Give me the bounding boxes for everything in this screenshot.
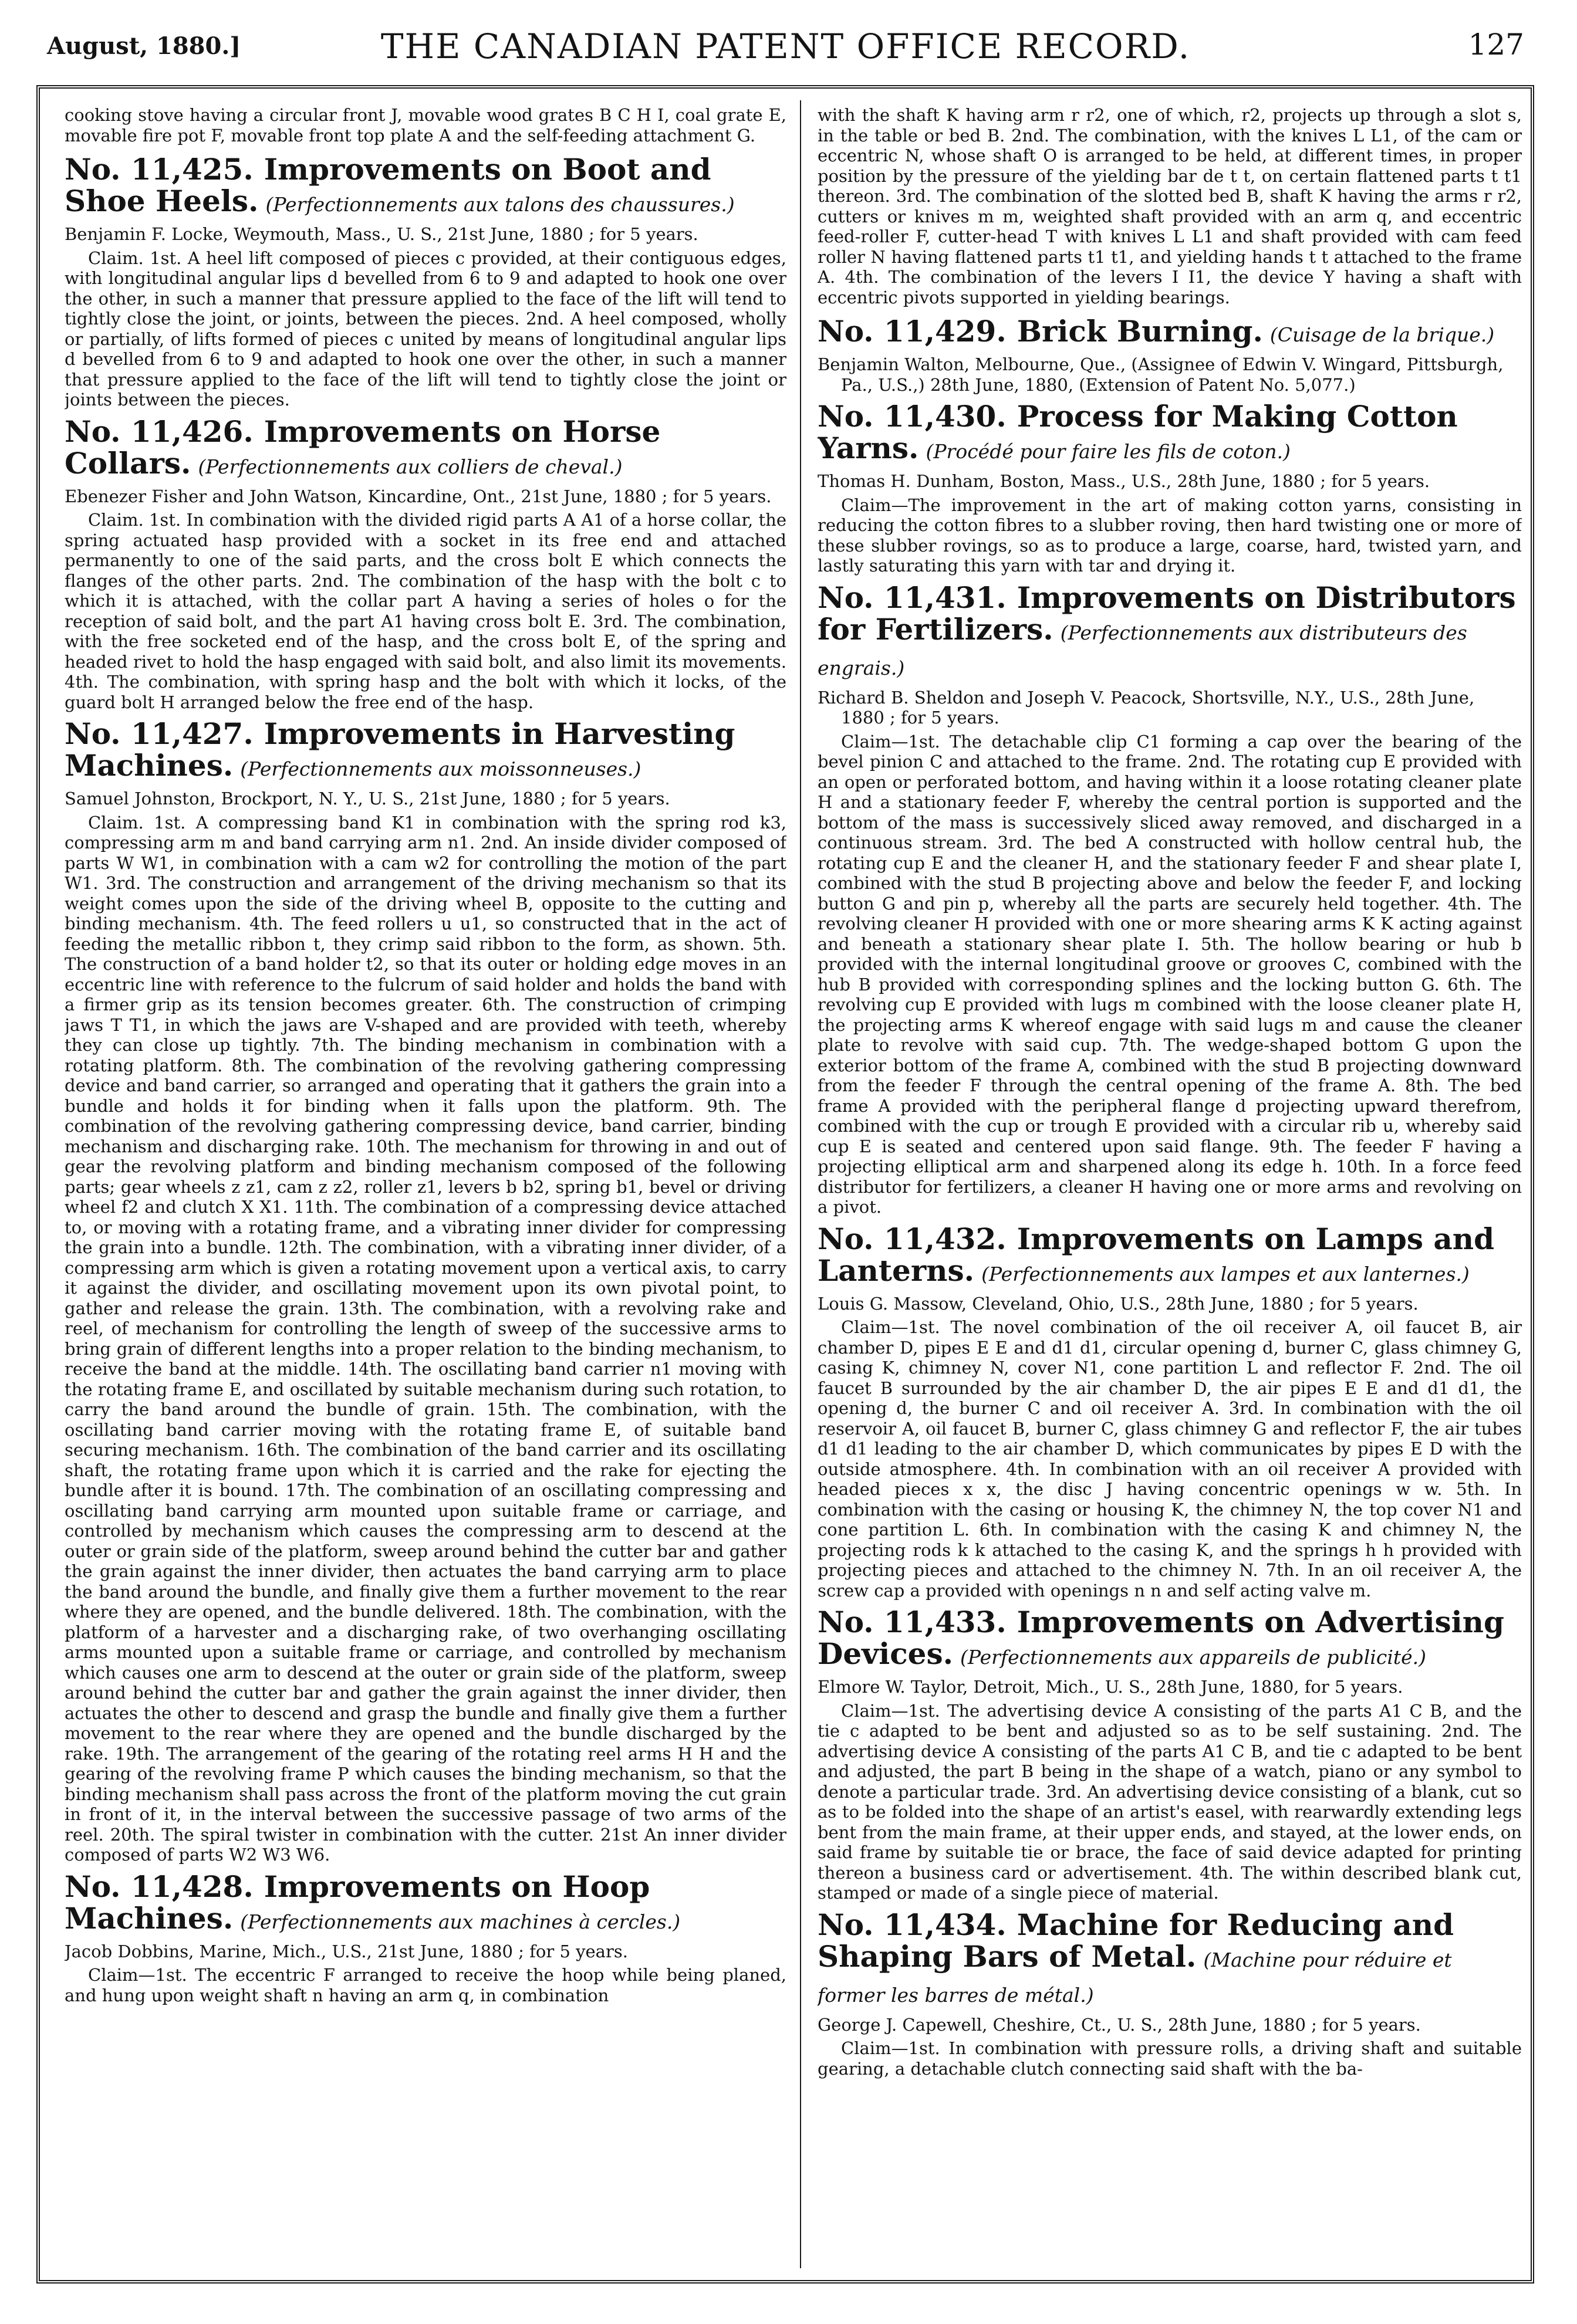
patent-heading [818,401,1522,468]
patent-applicant: Louis G. Massow, Cleveland, Ohio, U.S., 28th June, 1880 ; for 5 years. [818,1293,1419,1314]
patent-heading [65,154,786,221]
patent-entry [818,582,1522,1217]
patent-entry [818,1606,1522,1903]
patent-title: Improvements on Distributors for Fertilizers. [818,580,1516,647]
patent-heading [818,1223,1522,1290]
left-column [65,105,786,2268]
column-divider [800,100,801,2268]
patent-claims: Claim—1st. The eccentric F arranged to receive the hoop while being planed, and hung upon weight shaft n having an arm q, in combination [65,1965,786,2005]
patent-claims: Claim—The improvement in the art of making cotton yarns, consisting in reducing the cotton fibres to a slubber roving, then hard twisting one or more of these slubber rovings, so as to produce a large, coarse, hard, twisted yarn, and lastly saturating this yarn with tar and drying it. [818,495,1522,576]
patent-number: No. 11,425. [65,152,254,187]
patent-number: No. 11,427. [65,716,254,751]
page-frame [36,85,1534,2284]
patent-applicant: Samuel Johnston, Brockport, N. Y., U. S., 21st June, 1880 ; for 5 years. [65,789,670,809]
patent-french-title: (Perfectionnements aux distributeurs des engrais.) [818,621,1467,679]
patent-entry [65,416,786,713]
patent-number: No. 11,426. [65,414,254,449]
issue-date: August, 1880.] [47,32,241,60]
patent-title: Improvements on Lamps and Lanterns. [818,1221,1495,1288]
patent-number: No. 11,429. [818,314,1007,349]
patent-french-title: (Perfectionnements aux appareils de publicité.) [960,1646,1427,1669]
patent-title: Improvements on Advertising Devices. [818,1605,1504,1671]
patent-entry [65,718,786,1865]
patent-title: Improvements on Horse Collars. [65,414,661,481]
patent-applicant: Jacob Dobbins, Marine, Mich., U.S., 21st June, 1880 ; for 5 years. [65,1941,628,1961]
page-number: 127 [1468,28,1524,62]
continued-fragment: cooking stove having a circular front J, movable wood grates B C H I, coal grate E, movable fire pot F, movable front top plate A and the self-feeding attachment G. [65,105,786,146]
patent-title: Machine for Reducing and Shaping Bars of Metal. [818,1907,1454,1974]
patent-claims: Claim—1st. The novel combination of the oil receiver A, oil faucet B, air chamber D, pipes E E and d1 d1, circular opening d, burner C, glass chimney G, casing K, chimney N, cover N1, cone partition L and reflector F. 2nd. The oil faucet B surrounded by the air chamber D, the air pipes E E and d1 d1, the opening d, the burner C and oil receiver A. 3rd. In combination with the oil reservoir A, oil faucet B, burner C, glass chimney G and reflector F, the air tubes d1 d1 leading to the air chamber D, which communicates by pipes E D with the outside atmosphere. 4th. In combination with an oil receiver A provided with headed pieces x x, the disc J having concentric openings w w. 5th. In combination with the casing or housing K, the chimney N, the top cover N1 and cone partition L. 6th. In combination with the casing K and chimney N, the projecting rods k k attached to the casing K, and the springs h h provided with projecting pieces and attached to the chimney N. 7th. In an oil receiver A, the screw cap a provided with openings n n and self acting valve m. [818,1317,1522,1601]
patent-title: Process for Making Cotton Yarns. [818,399,1458,465]
patent-french-title: (Perfectionnements aux talons des chaussures.) [265,193,735,216]
patent-applicant: Thomas H. Dunham, Boston, Mass., U.S., 28th June, 1880 ; for 5 years. [818,471,1430,491]
patent-french-title: (Perfectionnements aux moissonneuses.) [240,757,641,780]
continued-fragment: with the shaft K having arm r r2, one of which, r2, projects up through a slot s, in the table or bed B. 2nd. The combination, with the knives L L1, of the cam or eccentric N, whose shaft O is arranged to be held, at different times, in proper position by the pressure of the yielding bar de t t, on certain flattened parts t t1 thereon. 3rd. The combination of the slotted bed B, shaft K having the arms r r2, cutters or knives m m, weighted shaft provided with an arm q, and eccentric feed-roller F, cutter-head T with knives L L1 and shaft provided with cam feed roller N having flattened parts t1 t1, and yielding hands t t attached to the frame A. 4th. The combination of the levers I I1, the device Y having a shaft with eccentric pivots supported in yielding bearings. [818,105,1522,307]
patent-applicant: Benjamin F. Locke, Weymouth, Mass., U. S., 21st June, 1880 ; for 5 years. [65,224,698,244]
patent-number: No. 11,431. [818,580,1007,615]
patent-french-title: (Perfectionnements aux machines à cercles.) [240,1910,681,1933]
patent-heading [818,1606,1522,1673]
patent-heading [65,416,786,483]
publication-title: THE CANADIAN PATENT OFFICE RECORD. [380,26,1191,66]
patent-applicant: Ebenezer Fisher and John Watson, Kincardine, Ont., 21st June, 1880 ; for 5 years. [65,486,772,506]
patent-french-title: (Machine pour réduire et former les barres de métal.) [818,1948,1452,2007]
patent-heading [818,316,1522,351]
patent-entry [818,401,1522,576]
patent-entry [818,1223,1522,1601]
patent-applicant: Richard B. Sheldon and Joseph V. Peacock, Shortsville, N.Y., U.S., 28th June, 1880 ; for 5 years. [818,687,1475,728]
patent-entry [818,316,1522,395]
patent-number: No. 11,430. [818,399,1007,434]
patent-applicant: Benjamin Walton, Melbourne, Que., (Assignee of Edwin V. Wingard, Pittsburgh, Pa., U.S.,) 28th June, 1880, (Extension of Patent No. 5,077.) [818,354,1504,395]
patent-french-title: (Perfectionnements aux lampes et aux lanternes.) [981,1262,1470,1286]
right-column [818,105,1522,2268]
patent-title: Brick Burning. [1017,314,1263,349]
patent-french-title: (Perfectionnements aux colliers de cheval.) [198,455,623,478]
patent-french-title: (Procédé pour faire les fils de coton.) [926,440,1291,463]
patent-claims: Claim—1st. The detachable clip C1 forming a cap over the bearing of the bevel pinion C and attached to the frame. 2nd. The rotating cup E provided with an open or perforated bottom, and having within it a loose rotating cleaner plate H and a stationary feeder F, whereby the central portion is supported and the bottom of the mass is successively sliced away removed, and discharged in a continuous stream. 3rd. The bed A constructed with hollow central hub, the rotating cup E and the cleaner H, and the stationary feeder F and shear plate I, combined with the stud B projecting above and below the feeder F, and locking button G and pin p, whereby all the parts are securely held together. 4th. The revolving cleaner H provided with one or more shearing arms K K acting against and beneath a stationary shear plate I. 5th. The hollow bearing or hub b provided with the internal longitudinal groove or grooves C, combined with the hub B provided with corresponding splines and the locking button G. 6th. The revolving cup E provided with lugs m combined with the loose cleaner plate H, the projecting arms K whereof engage with said lugs m and cause the cleaner plate to revolve with said cup. 7th. The wedge-shaped bottom G upon the exterior bottom of the frame A, combined with the stud B projecting downward from the feeder F through the central opening of the frame A. 8th. The bed frame A provided with the peripheral flange d projecting upward therefrom, combined with the cup or trough E provided with a circular rib u, whereby said cup E is seated and centered upon said flange. 9th. The feeder F having a projecting elliptical arm and sharpened along its edge h. 10th. In a force feed distributor for fertilizers, a cleaner H having one or more arms and revolving on a pivot. [818,731,1522,1217]
patent-number: No. 11,432. [818,1221,1007,1256]
patent-title: Improvements in Harvesting Machines. [65,716,735,783]
patent-heading [65,1871,786,1938]
patent-heading [65,718,786,785]
patent-entry [65,154,786,410]
patent-entry [818,1909,1522,2079]
patent-applicant: Elmore W. Taylor, Detroit, Mich., U. S., 28th June, 1880, for 5 years. [818,1677,1403,1697]
patent-entry [65,1871,786,2006]
patent-title: Improvements on Hoop Machines. [65,1869,650,1936]
patent-number: No. 11,433. [818,1605,1007,1639]
patent-title: Improvements on Boot and Shoe Heels. [65,152,711,218]
patent-number: No. 11,434. [818,1907,1007,1942]
patent-applicant: George J. Capewell, Cheshire, Ct., U. S., 28th June, 1880 ; for 5 years. [818,2014,1421,2035]
patent-claims: Claim. 1st. A compressing band K1 in combination with the spring rod k3, compressing arm m and band carrying arm n1. 2nd. An inside divider composed of parts W W1, in combination with a cam w2 for controlling the motion of the part W1. 3rd. The construction and arrangement of the driving mechanism so that its weight comes upon the side of the driving wheel B, opposite to the cutting and binding mechanism. 4th. The feed rollers u u1, so constructed that in the act of feeding the metallic ribbon t, they crimp said ribbon to the form, as shown. 5th. The construction of a band holder t2, so that its outer or holding edge moves in an eccentric line with reference to the fulcrum of said holder and holds the band with a firmer grip as its tension becomes greater. 6th. The construction of crimping jaws T T1, in which the jaws are V-shaped and are provided with teeth, whereby they can close up tightly. 7th. The binding mechanism in combination with a rotating platform. 8th. The combination of the revolving gathering compressing device and band carrier, so arranged and operating that it gathers the grain into a bundle and holds it for binding when it falls upon the platform. 9th. The combination of the revolving gathering compressing device, band carrier, binding mechanism and discharging rake. 10th. The mechanism for throwing in and out of gear the revolving platform and binding mechanism composed of the following parts; gear wheels z z1, cam z z2, roller z1, levers b b2, spring b1, bevel or driving wheel f2 and clutch X X1. 11th. The combination of a compressing device attached to, or moving with a rotating frame, and a vibrating inner divider for compressing the grain into a bundle. 12th. The combination, with a vibrating inner divider, of a compressing arm which is given a rotating movement upon a vertical axis, to carry it against the divider, and oscillating movement upon its own pivotal point, to gather and release the grain. 13th. The combination, with a revolving rake and reel, of mechanism for controlling the length of sweep of the successive arms to bring grain of different lengths into a proper relation to the binding mechanism, to receive the band at the middle. 14th. The oscillating band carrier n1 moving with the rotating frame E, and oscillated by suitable mechanism during such rotation, to carry the band around the bundle of grain. 15th. The combination, with the oscillating band carrier moving with the rotating frame E, of suitable band securing mechanism. 16th. The combination of the band carrier and its oscillating shaft, the rotating frame upon which it is carried and the rake for ejecting the bundle after it is bound. 17th. The combination of an oscillating compressing and oscillating band carrying arm mounted upon suitable frame or carriage, and controlled by mechanism which causes the compressing arm to descend at the outer or grain side of the platform, sweep around behind the cutter bar and gather the grain against the inner divider, then actuates the band carrying arm to place the band around the bundle, and finally give them a further movement to the rear where they are opened, and the bundle delivered. 18th. The combination, with the platform of a harvester and a discharging rake, of two overhanging oscillating arms mounted upon a suitable frame or carriage, and controlled by mechanism which causes one arm to descend at the outer or grain side of the platform, sweep around behind the cutter bar and gather the grain against the inner divider, then actuates the other to descend and grasp the bundle and finally give them a further movement to the rear where they are opened and the bundle discharged by the rake. 19th. The arrangement of the gearing of the rotating reel arms H H and the gearing of the revolving frame P which causes the binding mechanism, so that the binding mechanism shall pass across the front of the platform moving the cut grain in front of it, in the interval between the successive passage of two arms of the reel. 20th. The spiral twister in combination with the cutter. 21st An inner divider composed of parts W2 W3 W6. [65,812,786,1865]
patent-claims: Claim. 1st. A heel lift composed of pieces c provided, at their contiguous edges, with longitudinal angular lips d bevelled from 6 to 9 and adapted to hook one over the other, in such a manner that pressure applied to the face of the lift will tend to tightly close the joint, or joints, between the pieces. 2nd. A heel composed, wholly or partially, of lifts formed of pieces c united by means of longitudinal angular lips d bevelled from 6 to 9 and adapted to hook one over the other, in such a manner that pressure applied to the face of the lift will tend to tightly close the joint or joints between the pieces. [65,248,786,410]
patent-claims: Claim—1st. In combination with pressure rolls, a driving shaft and suitable gearing, a detachable clutch connecting said shaft with the ba- [818,2038,1522,2079]
patent-claims: Claim—1st. The advertising device A consisting of the parts A1 C B, and the tie c adapted to be bent and adjusted so as to be self sustaining. 2nd. The advertising device A consisting of the parts A1 C B, and tie c adapted to be bent and adjusted, the part B being in the shape of a watch, piano or any symbol to denote a particular trade. 3rd. An advertising device consisting of a blank, cut so as to be folded into the shape of an artist's easel, with rearwardly extending legs bent from the main frame, at their upper ends, and stayed, at the lower ends, on said frame by suitable tie or brace, the face of said device adapted for printing thereon a business card or advertisement. 4th. The within described blank cut, stamped or made of a single piece of material. [818,1700,1522,1903]
patent-claims: Claim. 1st. In combination with the divided rigid parts A A1 of a horse collar, the spring actuated hasp provided with a socket in its free end and attached permanently to one of the said parts, and the cross bolt E which connects the flanges of the other parts. 2nd. The combination of the hasp with the bolt c to which it is attached, with the collar part A having a series of holes o for the reception of said bolt, and the part A1 having cross bolt E. 3rd. The combination, with the free socketed end of the hasp, and the cross bolt E, of the spring and headed rivet to hold the hasp engaged with said bolt, and also limit its movements. 4th. The combination, with spring hasp and the bolt with which it locks, of the guard bolt H arranged below the free end of the hasp. [65,510,786,712]
patent-heading [818,1909,1522,2011]
patent-number: No. 11,428. [65,1869,254,1904]
page-header [47,26,1524,67]
patent-heading [818,582,1522,684]
patent-french-title: (Cuisage de la brique.) [1269,323,1495,346]
